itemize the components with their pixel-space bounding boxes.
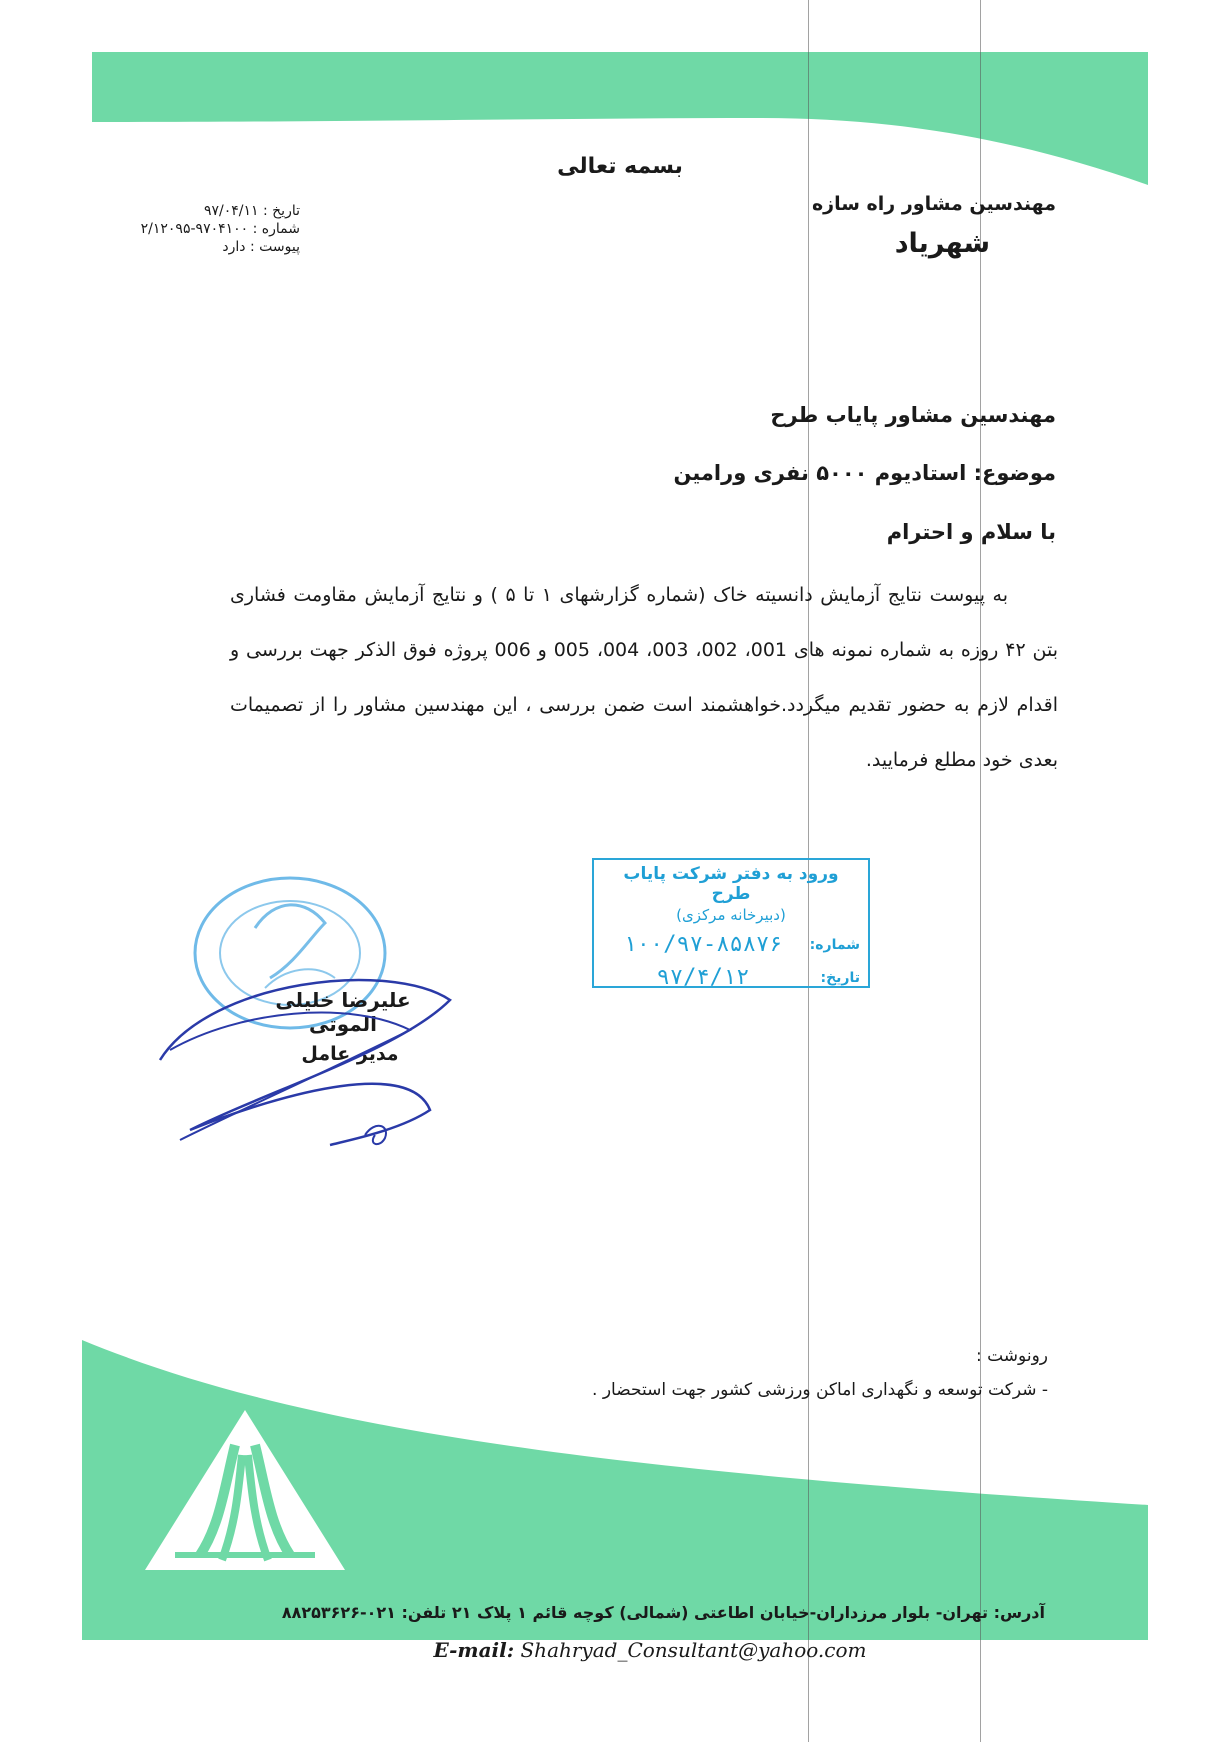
stamp-date-label: تاریخ: <box>820 969 860 986</box>
company-name: مهندسین مشاور راه سازه <box>811 193 1056 215</box>
company-logo <box>140 1405 350 1575</box>
stamp-number-label: شماره: <box>809 936 860 953</box>
letter-number: شماره : ۹۷۰۴۱۰۰-۲/۱۲۰۹۵ <box>140 221 300 237</box>
recipient: مهندسین مشاور پایاب طرح <box>770 403 1056 427</box>
company-short-name: شهریاد <box>894 228 990 259</box>
cc-label: رونوشت : <box>975 1346 1048 1366</box>
stamp-date-value: ۹۷/۴/۱۲ <box>656 965 750 990</box>
subject: موضوع: استادیوم ۵۰۰۰ نفری ورامین <box>673 461 1056 485</box>
letter-body-paragraph: به پیوست نتایج آزمایش دانسیته خاک (شماره گزارشهای ۱ تا ۵ ) و نتایج آزمایش مقاومت فشاری بتن ۴۲ روزه به شماره نمونه های 001، 002، 003، 004، 005 و 006 پروژه فوق الذکر جهت بررسی و اقدام لازم به حضور تقدیم میگردد.خواهشمند است ضمن بررسی ، این مهندسین مشاور را از تصمیمات بعدی خود مطلع فرمایید. <box>230 584 1059 771</box>
stamp-subtitle: (دبیرخانه مرکزی) <box>676 906 786 924</box>
email-label: E-mail: <box>433 1638 515 1662</box>
letter-meta <box>100 202 300 256</box>
cc-item: - شرکت توسعه و نگهداری اماکن ورزشی کشور جهت استحضار . <box>592 1380 1048 1400</box>
received-stamp <box>592 858 870 988</box>
stamp-title: ورود به دفتر شرکت پایاب طرح <box>623 864 839 904</box>
signer-name: علیرضا خلیلی الموتی <box>275 988 411 1036</box>
stamp-date-row <box>602 965 860 990</box>
scan-line-right <box>980 0 981 1742</box>
handwritten-signature <box>150 940 480 1160</box>
basmala: بسمه تعالی <box>557 154 683 179</box>
footer-address: آدرس: تهران- بلوار مرزداران-خیابان اطاعتی (شمالی) کوچه قائم ۱ پلاک ۲۱ تلفن: ۰۲۱-۸۸۲۵۳۶۲۶ <box>281 1603 1045 1622</box>
email-address: Shahryad_Consultant@yahoo.com <box>514 1638 867 1662</box>
stamp-number-value: ۱۰۰/۹۷-۸۵۸۷۶ <box>623 932 783 957</box>
letter-date: تاریخ : ۹۷/۰۴/۱۱ <box>203 203 300 219</box>
signer-title: مدیر عامل <box>301 1043 399 1065</box>
footer-email <box>350 1638 950 1662</box>
stamp-number-row <box>602 932 860 957</box>
letter-attachment: پیوست : دارد <box>222 239 300 255</box>
greeting: با سلام و احترام <box>886 520 1056 544</box>
letter-body <box>230 568 1058 788</box>
